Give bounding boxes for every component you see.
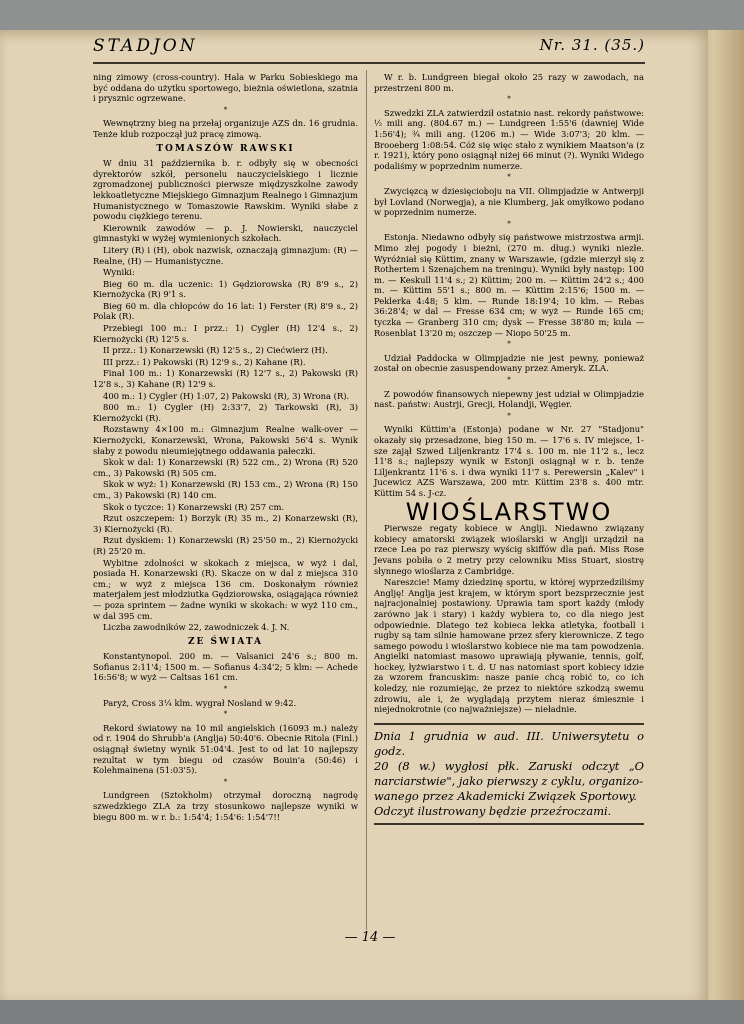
result-line: Przebiegi 100 m.: I przz.: 1) Cygler (H) 12'4 s., 2) Kiernożycki (R) 12'5 s. [93,323,358,344]
result-line: III przz.: 1) Pakowski (R) 12'9 s., 2) Kahane (R). [103,356,306,367]
section-heading-swiata: ZE ŚWIATA [187,636,264,647]
result-line: 800 m.: 1) Cygler (H) 2:33'7, 2) Tarkowski (R), 3) Kiernożycki (R). [93,402,358,423]
article-paragraph: Pierwsze regaty kobiece w Anglji. Niedawno związany kobiecy amatorski związek wioślarski w Anglji urządził na rzece Lea po raz pierwszy wyścig skiffów dla pań. Miss Rose Jevans pobiła o 2 metry przy celowniku Miss Stuart, siostrę słynnego wioślarza z Cambridge. [374,523,644,576]
result-line: II przz.: 1) Konarzewski (R) 12'5 s., 2) Ciećwierz (H). [103,345,328,356]
article-paragraph: ning zimowy (cross-country). Hala w Parku Sobieskiego ma być oddana do użytku sportowego, bieżnia oświetlona, szatnia i prysznic ogrzewane. [93,72,358,104]
separator-star: * [507,411,511,420]
separator-star: * [507,173,511,182]
article-paragraph: Zwycięzcą w dziesięcioboju na VII. Olimpjadzie w Antwerpji był Lovland (Norwegja), a nie Klumberg, jak omyłkowo podano w poprzednim numerze. [374,185,644,218]
separator-star: * [507,376,511,385]
separator-star: * [223,710,228,719]
article-paragraph: Z powodów finansowych niepewny jest udział w Olimpjadzie nast. państw: Austrji, Grecji, Holandji, Węgier. [374,388,644,410]
column-divider [366,70,367,930]
result-line: Rozstawny 4×100 m.: Gimnazjum Realne walk-over — Kiernożycki, Konarzewski, Wrona, Pakowski 56'4 s. Wynik słaby z powodu nieumiejętnego oddawania pałeczki. [93,424,358,456]
separator-star: * [507,340,511,349]
separator-star: * [507,95,511,104]
result-line: Finał 100 m.: 1) Konarzewski (R) 12'7 s., 2) Pakowski (R) 12'8 s., 3) Kahane (R) 12'9 s. [93,368,358,390]
article-paragraph: Litery (R) i (H), obok nazwisk, oznaczają gimnazjum: (R) — Realne, (H) — Humanistyczne. [93,244,358,266]
article-paragraph: Wyniki: [103,267,135,278]
result-line: Skok w wyż: 1) Konarzewski (R) 153 cm., 2) Wrona (R) 150 cm., 3) Pakowski (R) 140 cm. [93,479,358,500]
lecture-notice [374,723,644,825]
right-column [374,72,644,825]
left-column [93,72,358,823]
separator-star: * [223,777,228,786]
article-paragraph: W dniu 31 października b. r. odbyły się w obecności dyrektorów szkół, personelu nauczycielskiego i licznie zgromadzonej publiczności pierwsze międzyszkolne zawody lekkoatletyczne Miejskiego Gimnazjum Realnego i Gimnazjum Humanistycznego w Tomaszowie Rawskim. Wyniki słabe z powodu ciężkiego terenu. [93,158,358,222]
notice-line: 20 (8 w.) wygłosi płk. Zaruski odczyt „O narciarstwie", jako pierwszy z cyklu, organizo- [374,758,644,788]
article-paragraph: Udział Paddocka w Olimpjadzie nie jest pewny, ponieważ został on obecnie zasuspendowany przez Ameryk. ZLA. [374,352,644,374]
section-heading-tomaszow: TOMASZÓW RAWSKI [156,143,295,154]
article-paragraph: Wybitne zdolności w skokach z miejsca, w wyż i dal, posiada H. Konarzewski (R). Skacze on w dal z miejsca 310 cm.; w wyż z miejsca 136 cm. Doskonałym również materjałem jest młodziutka Gędziorowska, osiągająca również — poza sprintem — żadne wyniki w skokach: w wyż 110 cm., w dal 395 cm. [93,557,358,621]
result-line: Bieg 60 m. dla chłopców do 16 lat: 1) Ferster (R) 8'9 s., 2) Polak (R). [93,300,358,322]
section-heading-wioslarstwo: WIOŚLARSTWO [405,497,613,526]
result-line: Rzut dyskiem: 1) Konarzewski (R) 25'50 m., 2) Kiernożycki (R) 25'20 m. [93,535,358,556]
article-paragraph: Wyniki Küttim'a (Estonja) podane w Nr. 27 "Stadjonu" okazały się przesadzone, bieg 150 m. — 17'6 s. IV miejsce, 1-sze zajął Szwed Liljenkrantz 17'4 s. 100 m. nie 11'2 s., lecz 11'8 s.; najlepszy wynik w Estonji osiągnął w r. b. tenże Liljenkrantz 11'6 s. i dwa wyniki 11'7 s. Perewersin „Kalev" i Jucewicz AZS Warszawa, 200 mtr. Küttim 23'8 s. 400 mtr. Küttim 54 s. J-cz. [374,424,644,498]
page-number: — 14 — [344,930,396,945]
magazine-title: STADJON [93,36,198,56]
separator-star: * [223,105,228,114]
issue-number: Nr. 31. (35.) [539,36,645,54]
article-paragraph: Estonja. Niedawno odbyły się państwowe mistrzostwa armji. Mimo złej pogody i bieżni, (270 m. dług.) wyniki niezłe. Wyróżniał się Küttim, znany w Warszawie, (gdzie mierzył się z Rothertem i Szenajchem na treningu). Wyniki były następ: 100 m. — Keskull 11'4 s.; 2) Küttim; 200 m. — Küttim 24'2 s.; 400 m. — Küttim 55'1 s.; 800 m. — Küttim 2:15'6; 1500 m. — Peklerka 4:48; 5 klm. — Runde 18:19'4; 10 klm. — Rebas 36:28'4; w dal — Fresse 634 cm; w wyż — Runde 165 cm; tyczka — Granberg 310 cm; dysk — Fresse 38'80 m; kula — Rosenblat 13'20 m; oszczep — Niopo 50'25 m. [374,232,644,338]
article-paragraph: Lundgreen (Sztokholm) otrzymał doroczną nagrodę szwedzkiego ZLA za trzy stosunkowo najlepsze wyniki w biegu 800 m. w r. b.: 1:54'4; 1:54'6: 1:54'7!! [93,790,358,822]
article-paragraph: Szwedzki ZLA zatwierdził ostatnio nast. rekordy państwowe: ½ mili ang. (804.67 m.) — Lundgreen 1:55'6 (dawniej Wide 1:56'4); ¾ mili ang. (1206 m.) — Wide 3:07'3; 20 klm. — Brooeberg 1:08:54. Cóż się więc stało z wynikiem Maatson'a (z r. 1921), który pono osiągnął niżej 66 minut (?). Wyniki Widego podaliśmy w poprzednim numerze. [374,107,644,171]
article-paragraph: Rekord światowy na 10 mil angielskich (16093 m.) należy od r. 1904 do Shrubb'a (Anglja) 50:40'6. Obecnie Ritola (Finl.) osiągnął świetny wynik 51:04'4. Jest to od lat 10 najlepszy rezultat w tym biegu od czasów Bouin'a (50:46) i Kolehmainena (51:03'5). [93,722,358,776]
article-paragraph: Nareszcie! Mamy dziedzinę sportu, w której wyprzedziliśmy Anglję! Anglja jest krajem, w którym sport bezsprzecznie jest najracjonalniej postawiony. Uprawia tam sport każdy (młody zarówno jak i stary) i każdy wybiera to, co dla niego jest odpowiednie. Dlatego też kobieca lekka atletyka, football i rugby są tam silnie hamowane przez sfery kierownicze. Z tego samego powodu i wioślarstwo kobiece nie ma tam powodzenia. Angielki natomiast masowo uprawiają pływanie, tennis, golf, hockey, łyżwiarstwo i t. d. U nas natomiast sport kobiecy idzie za wzorem francuskim: nasze panie chcą robić to, co ich koledzy, nie rozumiejąc, że przez to niektóre szkodzą swemu zdrowiu, ale i, że wyglądają przytem nieraz śmiesznie i niejednokrotnie (co najważniejsze) — nieładnie. [374,577,644,715]
article-paragraph: Paryż, Cross 3¼ klm. wygrał Nosland w 9:42. [103,697,297,708]
notice-line: Odczyt ilustrowany będzie przeźroczami. [374,803,612,818]
result-line: Skok o tyczce: 1) Konarzewski (R) 257 cm. [103,501,285,512]
separator-star: * [223,685,228,694]
result-line: Bieg 60 m. dla uczenic: 1) Gędziorowska (R) 8'9 s., 2) Kiernożycka (R) 9'1 s. [93,278,358,300]
result-line: Rzut oszczepem: 1) Borzyk (R) 35 m., 2) Konarzewski (R), 3) Kiernożycki (R). [93,513,358,534]
notice-line: Dnia 1 grudnia w aud. III. Uniwersytetu o godz. [374,728,644,758]
result-line: Skok w dal: 1) Konarzewski (R) 522 cm., 2) Wrona (R) 520 cm., 3) Pakowski (R) 505 cm. [93,457,358,478]
scan-background-top [0,0,744,34]
article-paragraph: Wewnętrzny bieg na przełaj organizuje AZS dn. 16 grudnia. Tenże klub rozpoczął już pracę zimową. [93,118,358,139]
article-paragraph: Konstantynopol. 200 m. — Valsanici 24'6 s.; 800 m. Sofianus 2:11'4; 1500 m. — Sofianus 4:34'2; 5 klm: — Achede 16:56'8; w wyż — Caltsas 161 cm. [93,651,358,683]
scan-background-bottom [0,1000,744,1024]
result-line: 400 m.: 1) Cygler (H) 1:07, 2) Pakowski (R), 3) Wrona (R). [103,390,350,401]
article-paragraph: Liczba zawodników 22, zawodniczek 4. J. N. [103,622,290,633]
article-paragraph: W r. b. Lundgreen biegał około 25 razy w zawodach, na przestrzeni 800 m. [374,72,644,93]
separator-star: * [507,219,511,228]
article-paragraph: Kierownik zawodów — p. J. Nowierski, nauczyciel gimnastyki w wyżej wymienionych szkołach. [93,222,358,244]
header-rule [93,62,645,64]
notice-line: wanego przez Akademicki Związek Sportowy. [374,788,637,803]
